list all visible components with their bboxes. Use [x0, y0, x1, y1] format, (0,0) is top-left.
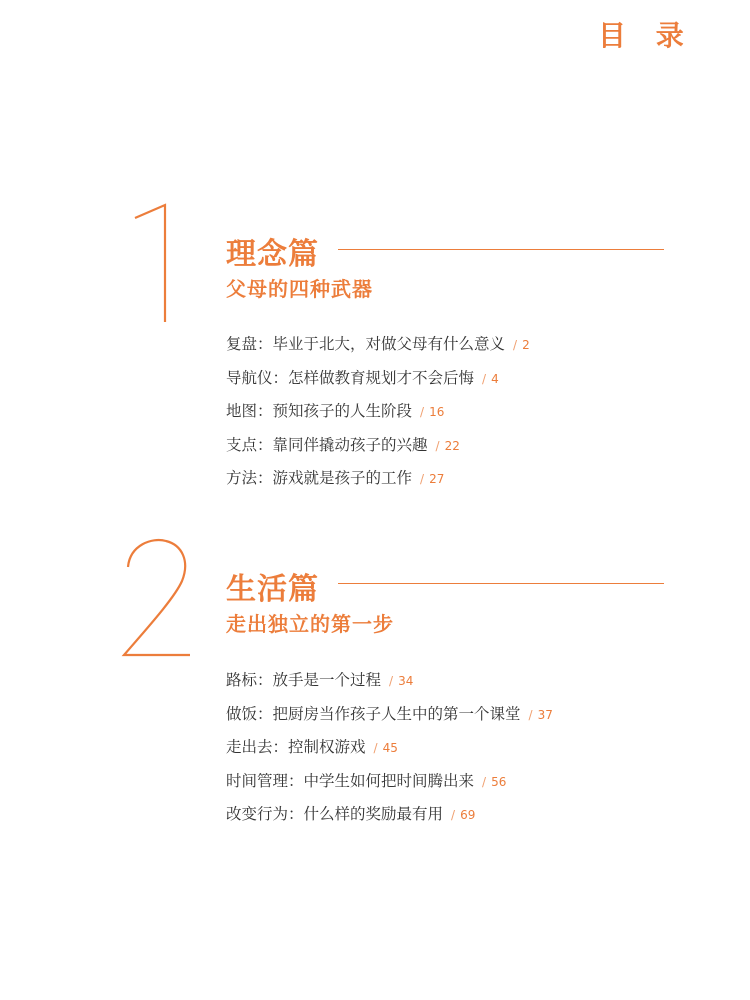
toc-entry-title: 走出去：控制权游戏 — [226, 738, 366, 756]
toc-entry-title: 方法：游戏就是孩子的工作 — [226, 469, 413, 487]
title-rule — [338, 583, 664, 584]
toc-entry-title: 导航仪：怎样做教育规划才不会后悔 — [226, 368, 475, 387]
toc-entry[interactable] — [226, 367, 530, 401]
toc-entry-page: / 69 — [451, 808, 476, 822]
toc-entry-title: 支点：靠同伴撬动孩子的兴趣 — [226, 435, 428, 454]
toc-entry-page: / 16 — [420, 405, 445, 419]
toc-entry[interactable] — [226, 770, 553, 804]
toc-entry-page: / 27 — [420, 472, 445, 486]
toc-entry-page: / 37 — [528, 707, 553, 722]
part-title: 生活篇 — [226, 572, 319, 607]
toc-entry-page: / 45 — [373, 741, 398, 755]
toc-entry-title: 改变行为：什么样的奖励最有用 — [226, 805, 444, 823]
toc-entry[interactable] — [226, 669, 553, 703]
toc-entry-page: / 4 — [482, 371, 499, 386]
page-title: 目 录 — [598, 19, 694, 52]
part-subtitle: 父母的四种武器 — [226, 277, 373, 301]
toc-entry-title: 地图：预知孩子的人生阶段 — [226, 402, 413, 420]
toc-entry[interactable] — [226, 703, 553, 737]
toc-entry[interactable] — [226, 400, 530, 434]
part-subtitle: 走出独立的第一步 — [226, 612, 394, 636]
part-title: 理念篇 — [226, 237, 319, 272]
toc-entry[interactable] — [226, 803, 553, 837]
toc-entry[interactable] — [226, 434, 530, 468]
toc-entry[interactable] — [226, 333, 530, 367]
part-number-2 — [120, 537, 195, 659]
toc-entry-title: 时间管理：中学生如何把时间腾出来 — [226, 771, 475, 790]
toc-entry-title: 路标：放手是一个过程 — [226, 671, 382, 689]
toc-list — [226, 669, 553, 837]
toc-entry-page: / 22 — [435, 438, 460, 453]
title-rule — [338, 249, 664, 250]
toc-entry[interactable] — [226, 467, 530, 501]
toc-entry-page: / 34 — [389, 674, 414, 688]
toc-entry-title: 做饭：把厨房当作孩子人生中的第一个课堂 — [226, 704, 521, 723]
toc-list — [226, 333, 530, 501]
toc-entry-page: / 2 — [513, 338, 530, 352]
toc-entry-title: 复盘：毕业于北大，对做父母有什么意义 — [226, 335, 506, 353]
toc-entry[interactable] — [226, 736, 553, 770]
part-number-1 — [132, 200, 172, 325]
toc-entry-page: / 56 — [482, 774, 507, 789]
